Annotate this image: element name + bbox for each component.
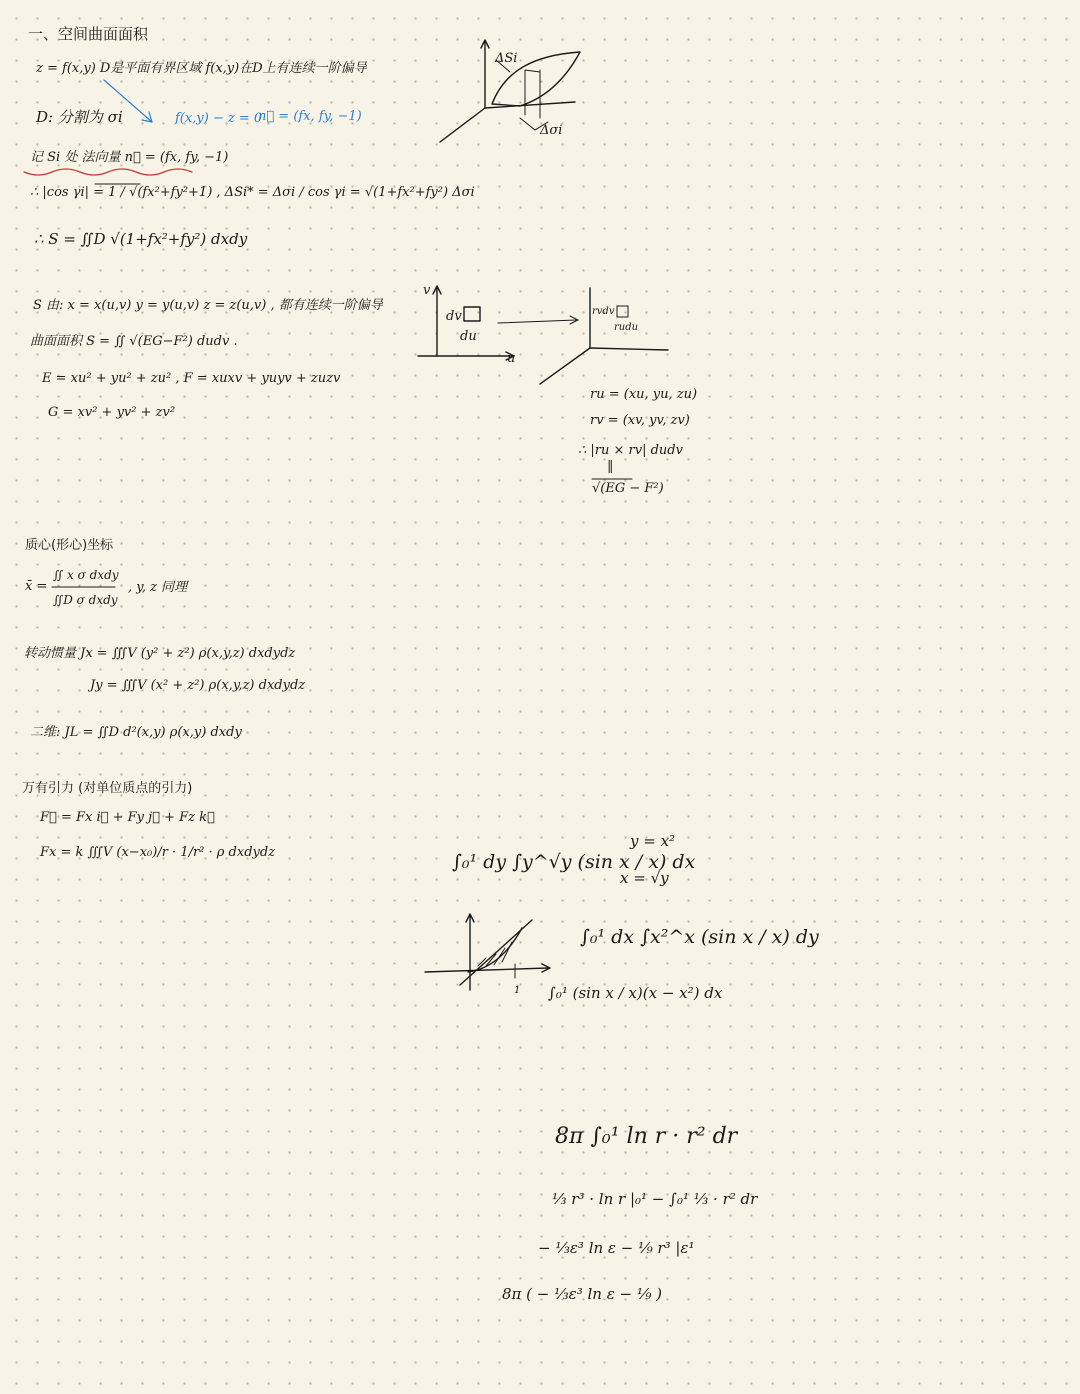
section2-line4: G = xv² + yv² + zv² [48,405,176,420]
section1-line2-left: D: 分割为 σi [36,108,123,126]
integral-swapped: ∫₀¹ dx ∫x²^x (sin x / x) dy [580,926,819,948]
centroid-heading: 质心(形心)坐标 [25,538,114,553]
fig2-rudu: rudu [614,322,639,333]
section1-line2-blue2: n⃗ = (fx, fy, −1) [258,109,362,124]
surface-element-figure [440,40,580,142]
equals-vertical: ‖ [607,459,614,474]
red-wavy-underline [24,169,192,175]
inertia-jy: Jy = ∭V (x² + z²) ρ(x,y,z) dxdydz [90,678,306,693]
gravitation-f: F⃗ = Fx i⃗ + Fy j⃗ + Fz k⃗ [40,810,215,825]
calc-line3: − ⅓ε³ ln ε − ⅑ r³ |ε¹ [538,1239,695,1257]
fig2-axis-v: v [423,283,431,298]
section1-line1: z = f(x,y) D是平面有界区域 f(x,y)在D上有连续一阶偏导 [36,61,367,76]
fig1-label-dsigma: Δσi [540,123,563,138]
integral-original: ∫₀¹ dy ∫y^√y (sin x / x) dx [452,851,696,873]
fig2-du: du [460,329,477,344]
section1-line5: ∴ S = ∬D √(1+fx²+fy²) dxdy [34,230,248,248]
rv-vector: rv = (xv, yv, zv) [590,413,690,428]
section1-line3: 记 Si 处 法向量 n⃗ = (fx, fy, −1) [30,150,229,165]
inertia-2d: 二维: JL = ∬D d²(x,y) ρ(x,y) dxdy [30,725,242,740]
uv-mapping-figure [418,283,668,384]
xbar-rest: , y, z 同理 [128,580,188,595]
gravitation-fx: Fx = k ∭V (x−x₀)/r · 1/r² · ρ dxdydz [40,845,276,860]
section2-line2: 曲面面积 S = ∬ √(EG−F²) dudv . [30,334,238,349]
xbar-numerator: ∬ x σ dxdy [53,568,119,582]
curve-x-sqrty: x = √y [620,869,669,887]
section1-heading: 一、空间曲面面积 [28,25,149,43]
fig2-dv: dv [446,309,462,324]
calc-line4: 8π ( − ⅓ε³ ln ε − ⅑ ) [502,1285,663,1303]
section1-line4: ∴ |cos γi| = 1 / √(fx²+fy²+1) , ΔSi* = Δσi / cos γi = √(1+fx²+fy²) Δσi [30,185,475,200]
calc-line1: 8π ∫₀¹ ln r · r² dr [555,1124,738,1149]
cross-product: ∴ |ru × rv| dudv [578,443,683,458]
calc-line2: ⅓ r³ · ln r |₀¹ − ∫₀¹ ⅓ · r² dr [552,1190,758,1208]
xbar-denominator: ∬D σ dxdy [53,593,118,607]
fig2-rvdv: rvdv [592,306,615,317]
section2-line1: S 由: x = x(u,v) y = y(u,v) z = z(u,v) , 都有连续一阶偏导 [33,298,383,313]
integral-result: ∫₀¹ (sin x / x)(x − x²) dx [548,984,723,1002]
fig2-axis-u: u [507,351,516,366]
section2-line3: E = xu² + yu² + zu² , F = xuxv + yuyv + zuzv [42,371,341,386]
inertia-jx: 转动惯量 Jx = ∭V (y² + z²) ρ(x,y,z) dxdydz [24,646,296,661]
ru-vector: ru = (xu, yu, zu) [590,387,698,402]
fig1-label-ds: ΔSi [495,51,518,66]
xbar-lhs: x̄ = [25,579,48,594]
integration-region-figure [425,914,550,990]
gravitation-heading: 万有引力 (对单位质点的引力) [22,781,193,796]
region-tick-label: 1 [514,985,521,996]
curve-y-x2: y = x² [630,832,676,850]
blue-arrow [104,80,152,122]
sqrt-eg-f2: √(EG − F²) [592,481,664,496]
section1-line2-blue1: f(x,y) − z = 0 [175,111,263,126]
